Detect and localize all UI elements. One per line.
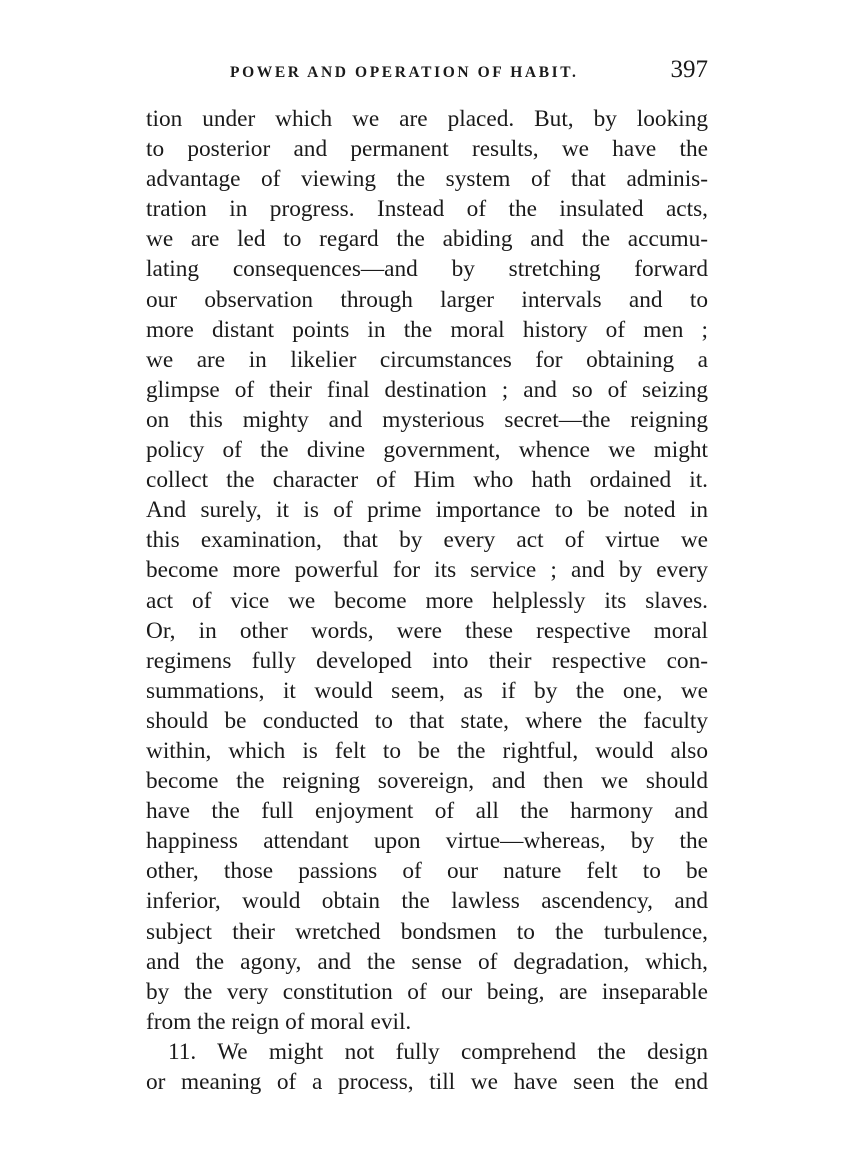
text-line: become more powerful for its service ; and by every — [146, 557, 708, 584]
text-line: collect the character of Him who hath ordained it. — [146, 467, 708, 494]
text-line: Or, in other words, were these respective moral — [146, 617, 708, 644]
text-line: summations, it would seem, as if by the one, we — [146, 677, 708, 704]
page-number: 397 — [670, 56, 708, 83]
text-line: advantage of viewing the system of that adminis- — [146, 166, 708, 193]
text-line: And surely, it is of prime importance to be noted in — [146, 497, 708, 524]
text-line: we are led to regard the abiding and the accumu- — [146, 226, 708, 253]
text-line: policy of the divine government, whence we might — [146, 437, 708, 464]
text-line: happiness attendant upon virtue—whereas, by the — [146, 828, 708, 855]
text-line: have the full enjoyment of all the harmony and — [146, 798, 708, 825]
text-line: lating consequences—and by stretching forward — [146, 256, 708, 283]
text-line: inferior, would obtain the lawless ascendency, and — [146, 888, 708, 915]
text-line: tion under which we are placed. But, by looking — [146, 106, 708, 132]
text-line: more distant points in the moral history of men ; — [146, 316, 708, 343]
text-line: should be conducted to that state, where the faculty — [146, 707, 708, 734]
text-line: from the reign of moral evil. — [146, 1008, 412, 1035]
text-line: this examination, that by every act of virtue we — [146, 527, 708, 554]
text-line: glimpse of their final destination ; and so of seizing — [146, 376, 708, 403]
text-line: subject their wretched bondsmen to the turbulence, — [146, 918, 708, 945]
text-line: tration in progress. Instead of the insulated acts, — [146, 196, 708, 223]
paragraph-11-start: 11. We might not fully comprehend the design — [168, 1038, 708, 1065]
text-line: regimens fully developed into their respective con- — [146, 647, 708, 674]
text-line: and the agony, and the sense of degradation, which, — [146, 948, 708, 975]
text-line: by the very constitution of our being, are inseparable — [146, 978, 708, 1005]
text-line: our observation through larger intervals and to — [146, 286, 708, 313]
text-line: act of vice we become more helplessly its slaves. — [146, 587, 708, 614]
text-line: we are in likelier circumstances for obtaining a — [146, 346, 708, 373]
text-line: to posterior and permanent results, we have the — [146, 136, 708, 163]
text-line: or meaning of a process, till we have seen the end — [146, 1069, 708, 1095]
body-text — [146, 104, 708, 1097]
text-line: on this mighty and mysterious secret—the reigning — [146, 406, 708, 433]
text-line: become the reigning sovereign, and then we should — [146, 768, 708, 795]
running-title: POWER AND OPERATION OF HABIT. — [230, 64, 579, 81]
text-line: within, which is felt to be the rightful, would also — [146, 737, 708, 764]
running-head — [146, 56, 708, 90]
text-line: other, those passions of our nature felt to be — [146, 858, 708, 885]
